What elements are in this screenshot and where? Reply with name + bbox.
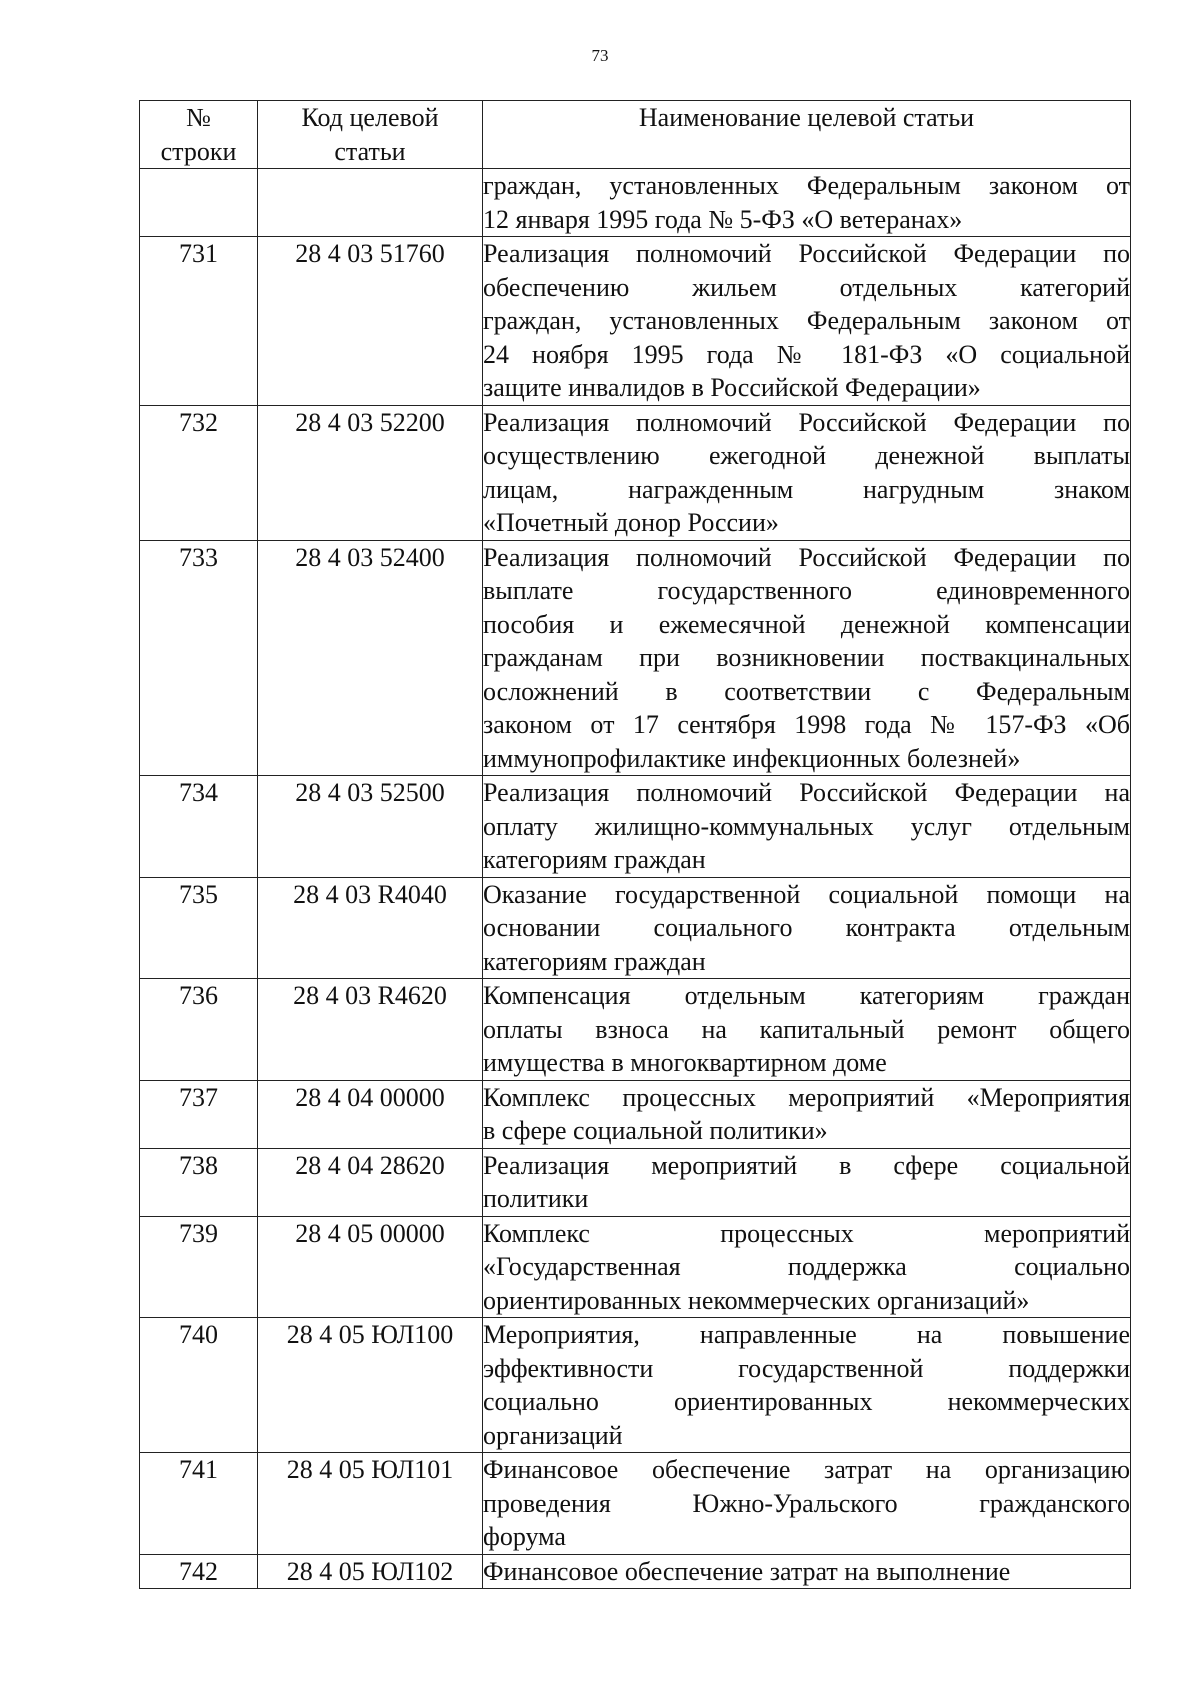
article-code-cell: 28 4 05 ЮЛ101 — [258, 1453, 483, 1555]
article-code-cell: 28 4 03 R4040 — [258, 877, 483, 979]
table-header-row — [140, 101, 1131, 169]
article-name-line: 12 января 1995 года № 5-ФЗ «О ветеранах» — [483, 204, 963, 234]
article-code-cell: 28 4 03 R4620 — [258, 979, 483, 1081]
article-name-cell — [483, 1318, 1131, 1453]
article-name-line: основании социального контракта отдельным — [483, 913, 1130, 942]
article-name-line: иммунопрофилактике инфекционных болезней» — [483, 743, 1021, 773]
page-number: 73 — [591, 46, 609, 65]
article-code-cell: 28 4 03 52200 — [258, 405, 483, 540]
article-name-line: защите инвалидов в Российской Федерации» — [483, 373, 981, 402]
row-number-cell: 739 — [140, 1216, 258, 1318]
row-number-cell: 737 — [140, 1080, 258, 1148]
table-row — [140, 169, 1131, 237]
row-number-cell: 732 — [140, 405, 258, 540]
article-name-cell — [483, 1216, 1131, 1318]
article-name-cell — [483, 237, 1131, 406]
article-name-line: законом от 17 сентября 1998 года № 157-ФЗ «Об — [483, 710, 1130, 739]
header-article-code — [258, 101, 483, 169]
article-name-line: политики — [483, 1184, 589, 1213]
article-name-line: Комплекс процессных мероприятий — [483, 1218, 1130, 1248]
row-number-cell: 733 — [140, 540, 258, 776]
article-name-line: Финансовое обеспечение затрат на организацию — [483, 1455, 1130, 1484]
article-name-line: Компенсация отдельным категориям граждан — [483, 981, 1130, 1010]
article-name-line: обеспечению жильем отдельных категорий — [483, 272, 1130, 302]
header-row-number-line1: № — [186, 103, 211, 132]
row-number-cell: 740 — [140, 1318, 258, 1453]
article-code-cell: 28 4 05 ЮЛ102 — [258, 1554, 483, 1589]
article-name-line: граждан, установленных Федеральным законом от — [483, 171, 1130, 200]
article-name-line: Финансовое обеспечение затрат на выполнение — [483, 1556, 1011, 1586]
article-name-line: категориям граждан — [483, 946, 706, 976]
article-name-cell — [483, 979, 1131, 1081]
table-row — [140, 1080, 1131, 1148]
article-name-line: Реализация полномочий Российской Федерации по — [483, 407, 1130, 437]
table-row — [140, 1216, 1131, 1318]
article-name-line: эффективности государственной поддержки — [483, 1353, 1130, 1383]
table-row — [140, 405, 1131, 540]
article-code-cell: 28 4 03 52500 — [258, 776, 483, 878]
row-number-cell: 738 — [140, 1148, 258, 1216]
table-row — [140, 776, 1131, 878]
article-name-line: лицам, награжденным нагрудным знаком — [483, 474, 1130, 504]
article-name-line: «Почетный донор России» — [483, 508, 779, 537]
header-article-code-line1: Код целевой — [301, 103, 439, 132]
article-name-line: Комплекс процессных мероприятий «Мероприятия — [483, 1082, 1130, 1112]
article-code-cell: 28 4 03 52400 — [258, 540, 483, 776]
article-name-line: Реализация полномочий Российской Федерации на — [483, 778, 1130, 807]
article-name-line: оплаты взноса на капитальный ремонт общего — [483, 1014, 1130, 1044]
article-name-line: Реализация полномочий Российской Федерации по — [483, 542, 1130, 572]
row-number-cell: 734 — [140, 776, 258, 878]
article-name-line: «Государственная поддержка социально — [483, 1252, 1130, 1281]
article-name-line: пособия и ежемесячной денежной компенсации — [483, 609, 1130, 639]
article-name-cell — [483, 1148, 1131, 1216]
article-name-cell — [483, 540, 1131, 776]
header-article-name: Наименование целевой статьи — [483, 101, 1131, 169]
table-row — [140, 1148, 1131, 1216]
article-code-cell: 28 4 05 ЮЛ100 — [258, 1318, 483, 1453]
article-code-cell: 28 4 04 28620 — [258, 1148, 483, 1216]
article-name-line: граждан, установленных Федеральным законом от — [483, 306, 1130, 335]
article-name-line: оплату жилищно-коммунальных услуг отдельным — [483, 811, 1130, 841]
table-row — [140, 1554, 1131, 1589]
header-row-number-line2: строки — [160, 136, 237, 166]
article-name-line: организаций — [483, 1420, 623, 1450]
row-number-cell: 741 — [140, 1453, 258, 1555]
article-name-line: Мероприятия, направленные на повышение — [483, 1320, 1130, 1349]
article-name-cell — [483, 405, 1131, 540]
article-code-cell: 28 4 05 00000 — [258, 1216, 483, 1318]
article-name-line: в сфере социальной политики» — [483, 1116, 828, 1145]
header-row-number — [140, 101, 258, 169]
row-number-cell — [140, 169, 258, 237]
table-row — [140, 237, 1131, 406]
article-name-line: Реализация мероприятий в сфере социальной — [483, 1150, 1130, 1180]
article-name-line: имущества в многоквартирном доме — [483, 1048, 887, 1077]
article-name-cell — [483, 1554, 1131, 1589]
row-number-cell: 735 — [140, 877, 258, 979]
article-name-cell — [483, 169, 1131, 237]
table-row — [140, 877, 1131, 979]
article-name-line: категориям граждан — [483, 845, 706, 874]
article-name-line: гражданам при возникновении поствакцинальных — [483, 643, 1130, 672]
table-row — [140, 979, 1131, 1081]
article-code-cell: 28 4 03 51760 — [258, 237, 483, 406]
article-code-cell — [258, 169, 483, 237]
article-name-cell — [483, 1080, 1131, 1148]
table-row — [140, 1453, 1131, 1555]
article-code-cell: 28 4 04 00000 — [258, 1080, 483, 1148]
article-name-cell — [483, 1453, 1131, 1555]
article-name-line: выплате государственного единовременного — [483, 576, 1130, 605]
target-articles-table — [139, 100, 1131, 1589]
article-name-line: осложнений в соответствии с Федеральным — [483, 676, 1130, 706]
article-name-line: Оказание государственной социальной помощи на — [483, 879, 1130, 909]
table-row — [140, 1318, 1131, 1453]
header-article-code-line2: статьи — [334, 136, 406, 166]
article-name-line: проведения Южно-Уральского гражданского — [483, 1488, 1130, 1518]
row-number-cell: 742 — [140, 1554, 258, 1589]
table-row — [140, 540, 1131, 776]
article-name-line: 24 ноября 1995 года № 181-ФЗ «О социальной — [483, 339, 1130, 369]
article-name-line: социально ориентированных некоммерческих — [483, 1387, 1130, 1416]
article-name-line: Реализация полномочий Российской Федерации по — [483, 239, 1130, 268]
row-number-cell: 736 — [140, 979, 258, 1081]
table-body — [140, 169, 1131, 1589]
article-name-line: ориентированных некоммерческих организаций» — [483, 1285, 1030, 1315]
row-number-cell: 731 — [140, 237, 258, 406]
article-name-cell — [483, 877, 1131, 979]
article-name-line: осуществлению ежегодной денежной выплаты — [483, 441, 1130, 470]
article-name-cell — [483, 776, 1131, 878]
article-name-line: форума — [483, 1522, 566, 1551]
